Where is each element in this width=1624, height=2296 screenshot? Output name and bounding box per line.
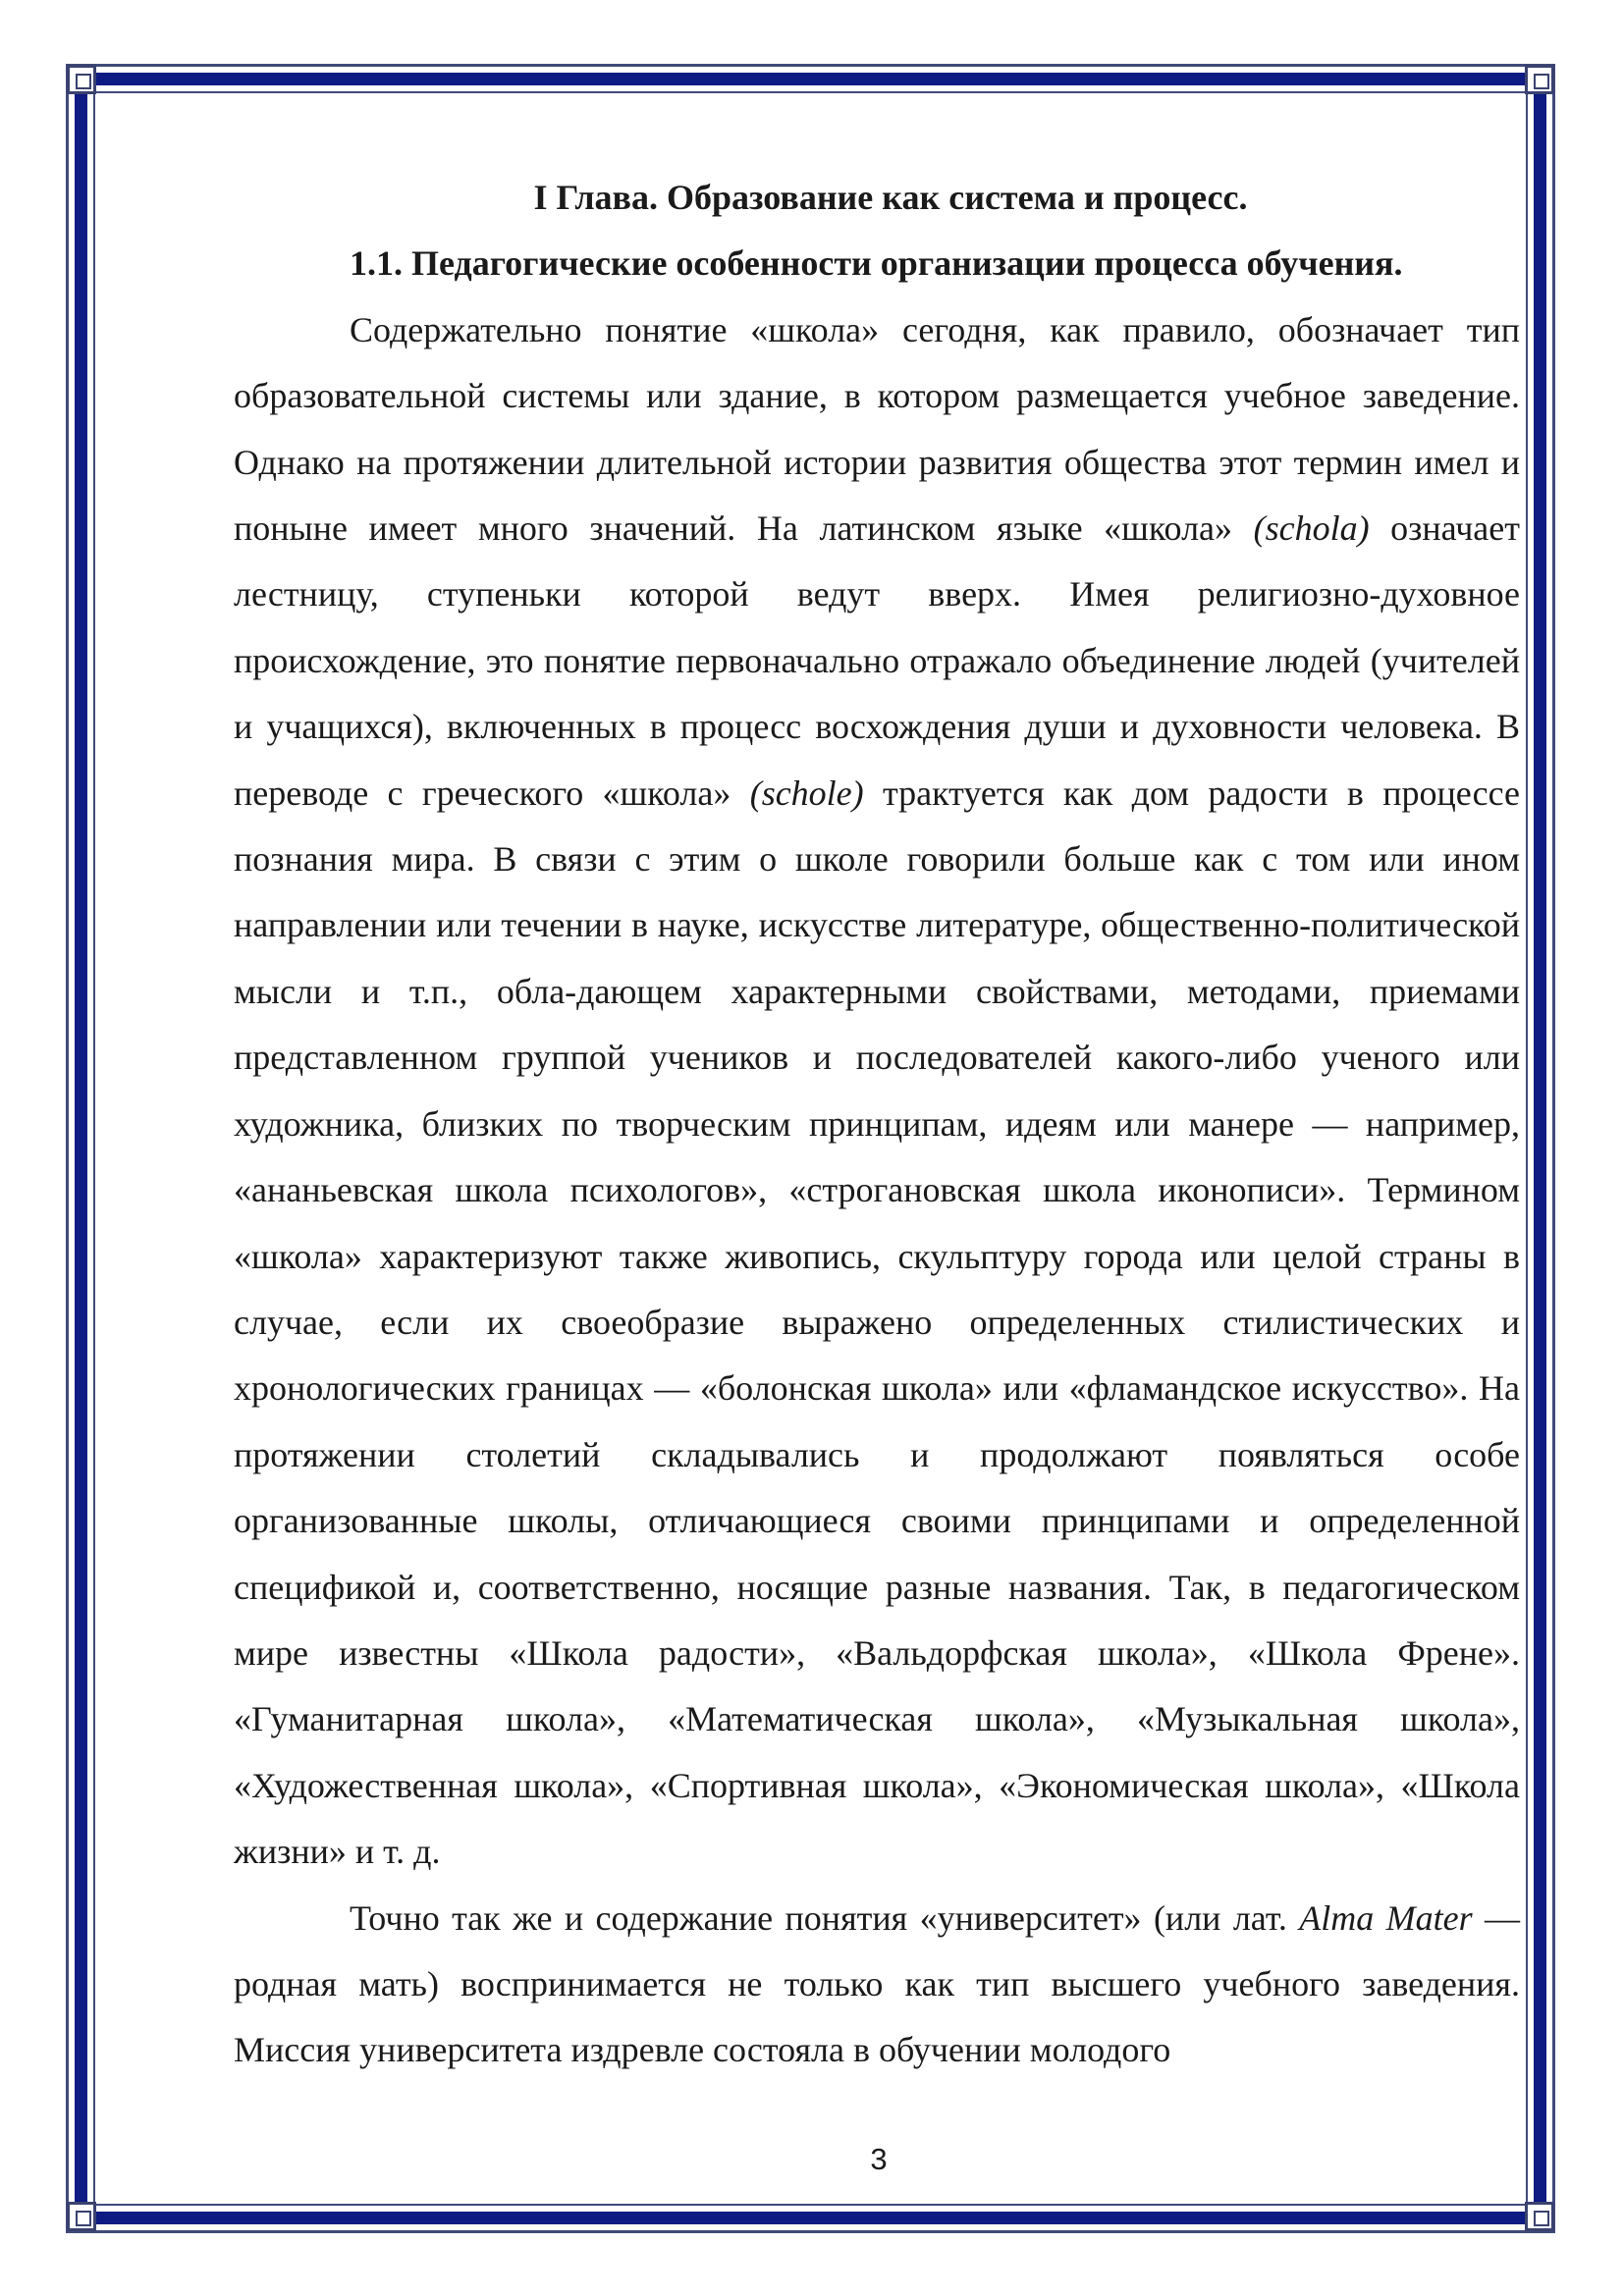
corner-ornament-bottom-right: [1525, 2202, 1554, 2231]
section-title: 1.1. Педагогические особенности организации процесса обучения.: [350, 243, 1403, 284]
chapter-title: I Глава. Образование как система и процесс.: [533, 178, 1248, 217]
paragraph-1-text-1: Содержательно понятие «школа» сегодня, как правило, обозначает тип образовательной системы или здание, в котором размещается учебное заведение. Однако на протяжении длительной истории развития общества этот термин имел и поныне имеет много значений. На латинском языке «школа»: [234, 309, 1520, 549]
paragraph-1-text-3: трактуется как дом радости в процессе познания мира. В связи с этим о школе говорили больше как с том или ином направлении или течении в науке, искусстве литературе, общественно-политической мысли и т.п., обла-дающем характерными свойствами, методами, приемами представленном группой учеников и последователей какого-либо ученого или художника, близких по творческим принципам, идеям или манере — например, «ананьевская школа психологов», «строгановская школа иконописи». Термином «школа» характеризуют также живопись, скульптуру города или целой страны в случае, если их своеобразие выражено определенных стилистических и хронологических границах — «болонская школа» или «фламандское искусство». На протяжении столетий складывались и продолжают появляться особе организованные школы, отличающиеся своими принципами и определенной спецификой и, соответственно, носящие разные названия. Так, в педагогическом мире известны «Школа радости», «Вальдорфская школа», «Школа Френе». «Гуманитарная школа», «Математическая школа», «Музыкальная школа», «Художественная школа», «Спортивная школа», «Экономическая школа», «Школа жизни» и т. д.: [234, 773, 1520, 1872]
paragraph-1-text-2: означает лестницу, ступеньки которой ведут вверх. Имея религиозно-духовное происхождение, это понятие первоначально отражало объединение людей (учителей и учащихся), включенных в процесс восхождения души и духовности человека. В переводе с греческого «школа»: [234, 508, 1520, 813]
document-body: [234, 165, 1520, 2084]
paragraph-2-text-2: — родная мать) воспринимается не только как тип высшего учебного заведения. Миссия университета издревле состояла в обучении молодого: [234, 1897, 1520, 2070]
page-number: 3: [870, 2142, 888, 2176]
paragraph-2-text-1: Точно так же и содержание понятия «университет» (или лат.: [350, 1897, 1300, 1938]
paragraph-1: [234, 297, 1520, 1886]
corner-ornament-bottom-left: [67, 2202, 96, 2231]
term-schola: (schola): [1253, 508, 1370, 549]
term-alma-mater: Alma Mater: [1299, 1897, 1473, 1938]
corner-ornament-top-right: [1525, 65, 1554, 94]
term-schole: (schole): [749, 773, 864, 813]
paragraph-2: [234, 1886, 1520, 2084]
corner-ornament-top-left: [67, 65, 96, 94]
